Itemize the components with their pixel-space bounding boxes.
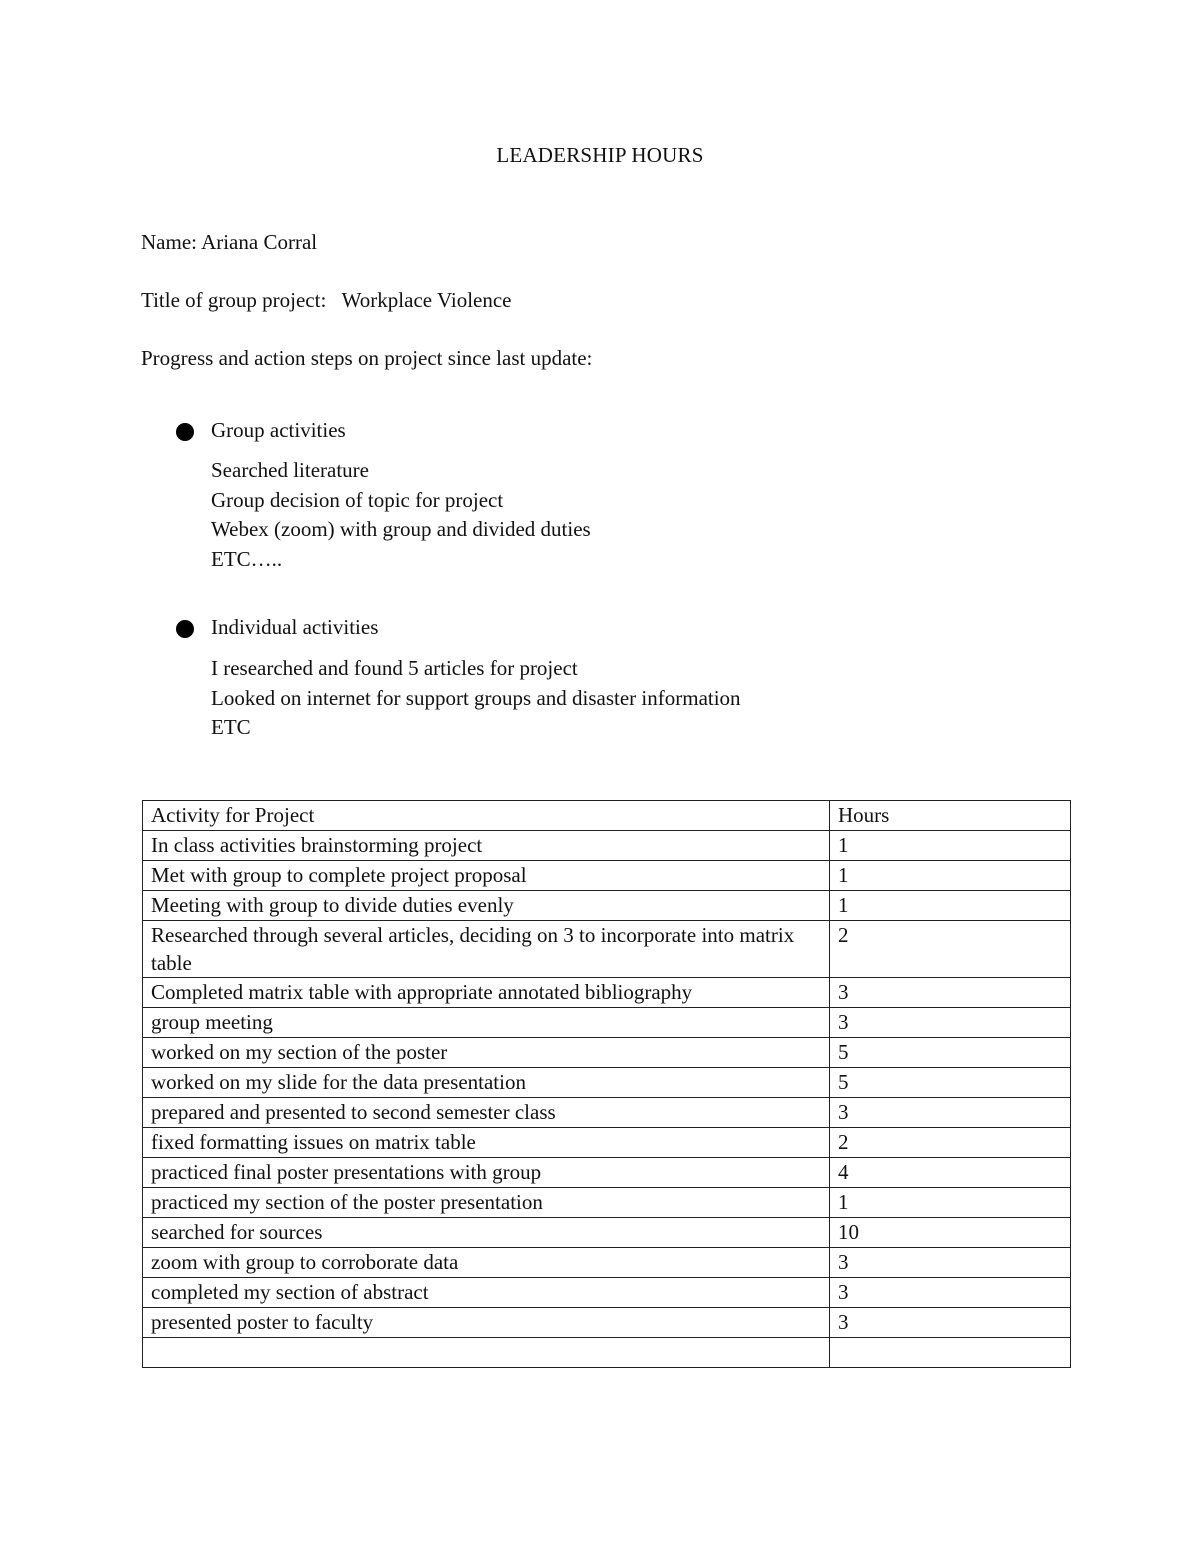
group-activities-heading: Group activities	[211, 418, 346, 442]
hours-cell: 3	[830, 1308, 1071, 1338]
hours-cell: 10	[830, 1218, 1071, 1248]
column-header-hours: Hours	[830, 801, 1071, 831]
hours-cell: 4	[830, 1158, 1071, 1188]
hours-cell: 1	[830, 861, 1071, 891]
list-item: Group decision of topic for project	[211, 487, 504, 512]
activity-cell: prepared and presented to second semester class	[143, 1098, 830, 1128]
activity-cell: fixed formatting issues on matrix table	[143, 1128, 830, 1158]
name-line: Name: Ariana Corral	[141, 230, 318, 254]
activity-cell: worked on my section of the poster	[143, 1038, 830, 1068]
hours-cell: 1	[830, 891, 1071, 921]
project-title-line: Title of group project: Workplace Violence	[141, 288, 512, 312]
list-item: I researched and found 5 articles for project	[211, 656, 578, 680]
table-row	[143, 921, 1071, 978]
table-row	[143, 831, 1071, 861]
table-row	[143, 1158, 1071, 1188]
table-row	[143, 1278, 1071, 1308]
activity-cell	[143, 1338, 830, 1368]
activity-cell: Meeting with group to divide duties evenly	[143, 891, 830, 921]
activity-cell: Completed matrix table with appropriate annotated bibliography	[143, 978, 830, 1008]
activity-cell: presented poster to faculty	[143, 1308, 830, 1338]
hours-cell: 5	[830, 1038, 1071, 1068]
hours-cell: 1	[830, 1188, 1071, 1218]
activity-cell: practiced final poster presentations with group	[143, 1158, 830, 1188]
table-row	[143, 1128, 1071, 1158]
table-row	[143, 1068, 1071, 1098]
table-row	[143, 978, 1071, 1008]
list-item: Searched literature	[211, 458, 369, 482]
hours-cell: 5	[830, 1068, 1071, 1098]
hours-cell: 2	[830, 1128, 1071, 1158]
group-activities-list	[211, 456, 591, 574]
activity-cell: Researched through several articles, deciding on 3 to incorporate into matrix table	[143, 921, 830, 978]
group-activities-bullet	[176, 418, 346, 443]
hours-cell: 3	[830, 1008, 1071, 1038]
activity-cell: Met with group to complete project proposal	[143, 861, 830, 891]
table-row	[143, 1038, 1071, 1068]
bullet-dot-icon	[176, 620, 194, 638]
table-row	[143, 861, 1071, 891]
activity-cell: practiced my section of the poster presentation	[143, 1188, 830, 1218]
table-row	[143, 1248, 1071, 1278]
table-row	[143, 891, 1071, 921]
document-title: LEADERSHIP HOURS	[496, 143, 704, 167]
table-row	[143, 1188, 1071, 1218]
bullet-dot-icon	[176, 423, 194, 441]
hours-cell: 3	[830, 1278, 1071, 1308]
hours-cell: 3	[830, 1098, 1071, 1128]
individual-activities-bullet	[176, 615, 378, 640]
table-header-row	[143, 801, 1071, 831]
activity-cell: group meeting	[143, 1008, 830, 1038]
list-item: ETC…..	[211, 546, 283, 571]
activity-cell: completed my section of abstract	[143, 1278, 830, 1308]
table-row	[143, 1338, 1071, 1368]
table-row	[143, 1008, 1071, 1038]
table-row	[143, 1098, 1071, 1128]
column-header-activity: Activity for Project	[143, 801, 830, 831]
individual-activities-heading: Individual activities	[211, 615, 379, 639]
table-row	[143, 1308, 1071, 1338]
activity-cell: searched for sources	[143, 1218, 830, 1248]
list-item: ETC	[211, 715, 251, 739]
hours-cell: 3	[830, 1248, 1071, 1278]
activity-cell: worked on my slide for the data presentation	[143, 1068, 830, 1098]
hours-cell: 1	[830, 831, 1071, 861]
hours-table	[142, 800, 1071, 1368]
progress-heading: Progress and action steps on project since last update:	[141, 346, 593, 370]
activity-cell: zoom with group to corroborate data	[143, 1248, 830, 1278]
individual-activities-list	[211, 654, 741, 743]
activity-cell: In class activities brainstorming project	[143, 831, 830, 861]
hours-cell: 3	[830, 978, 1071, 1008]
table-row	[143, 1218, 1071, 1248]
hours-cell: 2	[830, 921, 1071, 978]
list-item: Looked on internet for support groups and disaster information	[211, 685, 741, 710]
list-item: Webex (zoom) with group and divided duties	[211, 517, 591, 541]
hours-cell	[830, 1338, 1071, 1368]
